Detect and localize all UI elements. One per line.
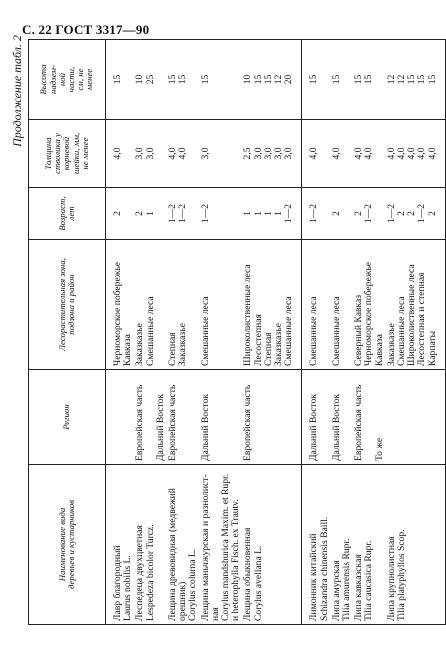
species-name-line: Лимонник китайский	[308, 533, 320, 621]
age-cell	[167, 188, 200, 240]
height-cell	[200, 40, 243, 120]
species-name-line: Laurus nobilis L.	[122, 555, 134, 621]
stem-thickness-cell	[308, 120, 330, 188]
height-cell	[353, 40, 386, 120]
species-name-line: Tilia amurensis Rupr.	[341, 538, 353, 621]
species-name-line: Лещина маньчжурская и разнолист-	[199, 474, 211, 621]
species-name-line: Лещина древовидная (медвежий	[167, 488, 179, 621]
forest-zone-line: Кавказа	[373, 334, 385, 366]
stem-thickness-line: 4,0	[112, 147, 123, 160]
age-line: 1—2	[385, 203, 397, 224]
age-cell	[353, 188, 386, 240]
height-line: 10	[242, 74, 254, 85]
col-header-height-line: надзем-	[47, 65, 58, 94]
age-line: 2	[112, 211, 123, 216]
age-cell	[112, 188, 134, 240]
species-name-line: Лавр благородный	[112, 545, 123, 621]
col-header-thickness-line: Толщина	[42, 137, 53, 170]
species-name-line: Lespedeza bicolor Turcz.	[144, 524, 156, 621]
row-spacer	[439, 40, 446, 625]
height-line: 15	[353, 74, 365, 85]
region-cell	[112, 370, 134, 465]
species-name-line: Tilia caucasica Rupr.	[363, 540, 375, 621]
height-line: 10	[134, 74, 146, 85]
forest-zone-cell	[112, 240, 134, 370]
col-header-thickness-line: не менее	[79, 137, 90, 170]
height-line: 15	[416, 74, 428, 85]
stem-thickness-line: 4,0	[396, 147, 408, 160]
species-name-line: Лещина обыкновенная	[242, 527, 254, 621]
age-line: 1—2	[363, 203, 375, 224]
species-name-line: Липа амурская	[330, 560, 342, 621]
col-header-region-line: Регион	[61, 404, 72, 430]
forest-zone-line: Черноморское побережье	[363, 262, 375, 366]
age-line: 1	[262, 211, 274, 216]
age-cell	[134, 188, 167, 240]
stem-thickness-line: 4,0	[426, 147, 438, 160]
col-header-thickness-line: шейки, мм,	[70, 132, 81, 175]
stem-thickness-cell	[386, 120, 439, 188]
species-name-line: ная	[209, 607, 221, 621]
height-line: 15	[177, 74, 189, 85]
col-header-height-line: Высота	[38, 64, 49, 95]
stem-thickness-line: 3,0	[283, 147, 295, 160]
height-line: 15	[112, 74, 123, 85]
col-header-species-line: Наименование вида	[56, 507, 67, 582]
region-line: Европейская часть	[134, 384, 146, 461]
age-line: 2	[353, 211, 365, 216]
age-cell	[331, 188, 353, 240]
forest-zone-cell	[200, 240, 243, 370]
forest-zone-line: Смешанные леса	[308, 296, 320, 366]
species-name-cell	[353, 465, 386, 625]
age-line: 2	[330, 211, 342, 216]
height-line: 15	[426, 74, 438, 85]
region-line: Дальний Восток	[154, 393, 166, 461]
page-header: С. 22 ГОСТ 3317—90	[22, 22, 150, 37]
col-header-thickness	[29, 120, 106, 188]
species-name-cell	[167, 465, 200, 625]
forest-zone-line: Широколиственные леса	[242, 264, 254, 366]
stem-thickness-line: 3,0	[199, 147, 211, 160]
forest-zone-cell	[134, 240, 167, 370]
stem-thickness-line: 4,0	[406, 147, 418, 160]
age-line: 1—2	[199, 203, 211, 224]
region-cell	[331, 370, 353, 465]
col-header-height-line: ной	[56, 72, 67, 87]
forest-zone-cell	[386, 240, 439, 370]
table-row	[134, 40, 167, 625]
forest-zone-cell	[331, 240, 353, 370]
stem-thickness-cell	[200, 120, 243, 188]
stem-thickness-cell	[167, 120, 200, 188]
region-line: Дальний Восток	[308, 393, 320, 461]
table-row	[353, 40, 386, 625]
height-cell	[134, 40, 167, 120]
forest-zone-line: Широколиственные леса	[406, 264, 418, 366]
forest-zone-line: Смешанные леса	[283, 296, 295, 366]
col-header-age-line: лет	[66, 206, 76, 221]
col-header-species-line: деревьев и кустарников	[66, 499, 76, 590]
height-line: 15	[167, 74, 179, 85]
region-line: Европейская часть	[167, 384, 179, 461]
table-group	[302, 40, 445, 625]
stem-thickness-line: 3,0	[252, 147, 264, 160]
height-line: 25	[144, 74, 156, 85]
forest-zone-line: Карпаты	[426, 330, 438, 366]
stem-thickness-line: 4,0	[353, 147, 365, 160]
age-cell	[242, 188, 295, 240]
col-header-zone	[29, 240, 106, 370]
region-line: То же	[373, 437, 385, 461]
stem-thickness-line: 3,0	[262, 147, 274, 160]
table-row	[242, 40, 295, 625]
col-header-age-line: Возраст,	[56, 196, 67, 231]
col-header-region	[29, 370, 106, 465]
forest-zone-line: Северный Кавказ	[353, 294, 365, 366]
height-cell	[386, 40, 439, 120]
col-header-thickness-line: корневой	[61, 136, 72, 171]
stem-thickness-line: 3,0	[273, 147, 285, 160]
table-row	[200, 40, 243, 625]
species-name-cell	[134, 465, 167, 625]
forest-zone-cell	[167, 240, 200, 370]
height-line: 15	[252, 74, 264, 85]
region-cell	[167, 370, 200, 465]
height-cell	[242, 40, 295, 120]
forest-zone-cell	[242, 240, 295, 370]
region-cell	[308, 370, 330, 465]
stem-thickness-line: 4,0	[167, 147, 179, 160]
table-row	[167, 40, 200, 625]
forest-zone-line: Степная	[262, 332, 274, 366]
table-header	[29, 40, 106, 625]
species-name-line: Липа крупнолистная	[385, 536, 397, 621]
age-line: 1—2	[177, 203, 189, 224]
species-name-cell	[200, 465, 243, 625]
age-cell	[308, 188, 330, 240]
region-cell	[353, 370, 386, 465]
height-cell	[112, 40, 134, 120]
age-line: 1	[252, 211, 264, 216]
height-line: 15	[308, 74, 320, 85]
species-name-cell	[331, 465, 353, 625]
height-cell	[308, 40, 330, 120]
stem-thickness-line: 3,0	[134, 147, 146, 160]
age-cell	[200, 188, 243, 240]
stem-thickness-cell	[134, 120, 167, 188]
region-cell	[134, 370, 167, 465]
forest-zone-line: Лесостепная	[252, 314, 264, 366]
species-name-line: Corylus avellana L.	[252, 545, 264, 621]
forest-zone-line: Черноморское побережье	[112, 262, 123, 366]
species-name-line: Corylus colurna L.	[187, 548, 199, 621]
species-name-cell	[242, 465, 295, 625]
forest-zone-line: Заказказье	[177, 323, 189, 366]
height-line: 20	[283, 74, 295, 85]
col-header-thickness-line: стволика у	[52, 133, 63, 174]
age-line: 2	[426, 211, 438, 216]
height-line: 15	[330, 74, 342, 85]
stem-thickness-line: 4,0	[363, 147, 375, 160]
col-header-species	[29, 465, 106, 625]
age-line: 1	[242, 211, 254, 216]
height-line: 12	[385, 74, 397, 85]
stem-thickness-cell	[353, 120, 386, 188]
forest-zone-line: Заказказье	[385, 323, 397, 366]
age-line: 1—2	[167, 203, 179, 224]
height-line: 12	[396, 74, 408, 85]
forest-zone-line: Степная	[167, 332, 179, 366]
forest-zone-line: Смешанные леса	[144, 296, 156, 366]
stem-thickness-line: 4,0	[385, 147, 397, 160]
age-line: 2	[396, 211, 408, 216]
age-cell	[386, 188, 439, 240]
stem-thickness-line: 2,5	[242, 147, 254, 160]
age-line: 1	[144, 211, 156, 216]
forest-zone-line: Смешанные леса	[330, 296, 342, 366]
species-name-cell	[112, 465, 134, 625]
age-line: 1—2	[283, 203, 295, 224]
species-table	[28, 39, 446, 625]
height-line: 15	[199, 74, 211, 85]
height-line: 15	[363, 74, 375, 85]
stem-thickness-line: 4,0	[416, 147, 428, 160]
region-line: Европейская часть	[242, 384, 254, 461]
forest-zone-line: Смешанные леса	[396, 296, 408, 366]
height-line: 15	[262, 74, 274, 85]
stem-thickness-line: 4,0	[330, 147, 342, 160]
species-name-line: орешник)	[177, 581, 189, 621]
table-group	[106, 40, 302, 625]
species-name-line: Леспедеца двухцветная	[134, 525, 146, 621]
region-cell	[386, 370, 439, 465]
forest-zone-cell	[353, 240, 386, 370]
forest-zone-line: Заказказье	[273, 323, 285, 366]
col-header-zone-line: Лесорастительная зона,	[56, 258, 67, 351]
species-name-line: Schizandra chinensis Baill.	[318, 516, 330, 621]
region-line: Дальний Восток	[330, 393, 342, 461]
table-row	[112, 40, 134, 625]
table-row	[331, 40, 353, 625]
col-header-zone-line: подзона и район	[66, 274, 76, 335]
col-header-height-line: части,	[66, 66, 76, 93]
stem-thickness-line: 4,0	[177, 147, 189, 160]
height-line: 12	[273, 74, 285, 85]
stem-thickness-line: 3,0	[144, 147, 156, 160]
species-name-line: Tilia platyphyllos Scop.	[396, 529, 408, 621]
region-cell	[200, 370, 243, 465]
region-line: Европейская часть	[353, 384, 365, 461]
stem-thickness-line: 4,0	[308, 147, 320, 160]
height-line: 15	[406, 74, 418, 85]
region-line: Дальний Восток	[199, 393, 211, 461]
forest-zone-line: Лесостепная и степная	[416, 272, 428, 366]
stem-thickness-cell	[331, 120, 353, 188]
height-cell	[331, 40, 353, 120]
species-name-cell	[308, 465, 330, 625]
age-line: 1	[273, 211, 285, 216]
species-name-line: Corylus mandshurica Maxim. et Rupr.	[220, 473, 232, 621]
height-cell	[167, 40, 200, 120]
age-line: 1—2	[416, 203, 428, 224]
table-row	[386, 40, 439, 625]
forest-zone-line: Смешанные леса	[199, 296, 211, 366]
species-name-cell	[386, 465, 439, 625]
forest-zone-cell	[308, 240, 330, 370]
stem-thickness-cell	[242, 120, 295, 188]
col-header-height	[29, 40, 106, 120]
col-header-age	[29, 188, 106, 240]
forest-zone-line: Кавказа	[122, 334, 134, 366]
age-line: 2	[134, 211, 146, 216]
stem-thickness-cell	[112, 120, 134, 188]
age-line: 1—2	[308, 203, 320, 224]
age-line: 2	[406, 211, 418, 216]
col-header-height-line: менее	[84, 68, 95, 91]
region-cell	[242, 370, 295, 465]
table-row	[308, 40, 330, 625]
species-name-line: и heterophylla Fisch. ex Trautv.	[230, 499, 242, 621]
col-header-height-line: см, не	[75, 68, 86, 91]
species-name-line: Липа кавказская	[353, 554, 365, 621]
forest-zone-line: Заказказье	[134, 323, 146, 366]
table-continuation-caption: Продолжение табл. 2	[10, 35, 24, 147]
